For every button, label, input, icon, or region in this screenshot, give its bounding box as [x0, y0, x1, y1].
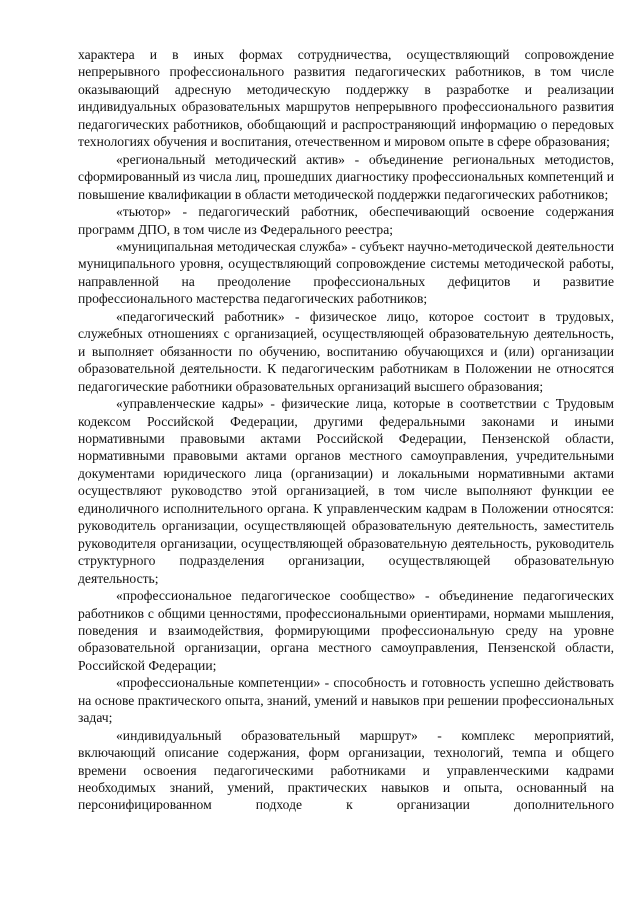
paragraph-cooperation-continuation: характера и в иных формах сотрудничества, осуществляющий сопровождение непрерывного профессионального развития педагогических работников, в том числе оказывающий адресную методическую поддержку в разработке и реализации индивидуальных образовательных маршрутов непрерывного профессионального развития педагогических работников, обобщающий и распространяющий информацию о передовых технологиях обучения и воспитания, отечественном и мировом опыте в сфере образования;	[78, 47, 614, 150]
paragraph-individual-route: «индивидуальный образовательный маршрут» - комплекс мероприятий, включающий описание содержания, форм организации, технологий, темпа и общего времени освоения педагогическими работниками и управленческими кадрами необходимых знаний, умений, практических навыков и опыта, основанный на персонифицированном подходе к организации дополнительного	[78, 727, 614, 813]
paragraph-professional-competencies: «профессиональные компетенции» - способность и готовность успешно действовать на основе практического опыта, знаний, умений и навыков при решении профессиональных задач;	[78, 675, 614, 726]
document-page	[78, 46, 614, 814]
paragraph-professional-community: «профессиональное педагогическое сообщество» - объединение педагогических работников с общими ценностями, профессиональными ориентирами, нормами мышления, поведения и взаимодействия, формирующими профессиональную среду на уровне образовательной организации, органа местного самоуправления, Пензенской области, Российской Федерации;	[78, 588, 614, 673]
paragraph-management-personnel: «управленческие кадры» - физические лица, которые в соответствии с Трудовым кодексом Российской Федерации, другими федеральными законами и иными нормативными правовыми актами Российской Федерации, Пензенской области, нормативными правовыми актами органов местного самоуправления, учредительными документами юридического лица (организации) и локальными нормативными актами осуществляют руководство этой организацией, в том числе выполняют функции ее единоличного исполнительного органа. К управленческим кадрам в Положении относятся: руководитель организации, осуществляющей образовательную деятельность, заместитель руководителя организации, осуществляющей образовательную деятельность, руководитель структурного подразделения организации, осуществляющей образовательную деятельность;	[78, 396, 614, 586]
paragraph-pedagogical-worker: «педагогический работник» - физическое лицо, которое состоит в трудовых, служебных отношениях с организацией, осуществляющей образовательную деятельность, и выполняет обязанности по обучению, воспитанию обучающихся и (или) организации образовательной деятельности. К педагогическим работникам в Положении не относятся педагогические работники образовательных организаций высшего образования;	[78, 308, 614, 394]
paragraph-tutor: «тьютор» - педагогический работник, обеспечивающий освоение содержания программ ДПО, в том числе из Федерального реестра;	[78, 204, 614, 237]
paragraph-regional-methodical-asset: «региональный методический актив» - объединение региональных методистов, сформированный из числа лиц, прошедших диагностику профессиональных компетенций и повышение квалификации в области методической поддержки педагогических работников;	[78, 151, 614, 202]
paragraph-municipal-methodical-service: «муниципальная методическая служба» - субъект научно-методической деятельности муниципального уровня, осуществляющий сопровождение системы методической работы, направленной на преодоление профессиональных дефицитов и развитие профессионального мастерства педагогических работников;	[78, 238, 614, 307]
